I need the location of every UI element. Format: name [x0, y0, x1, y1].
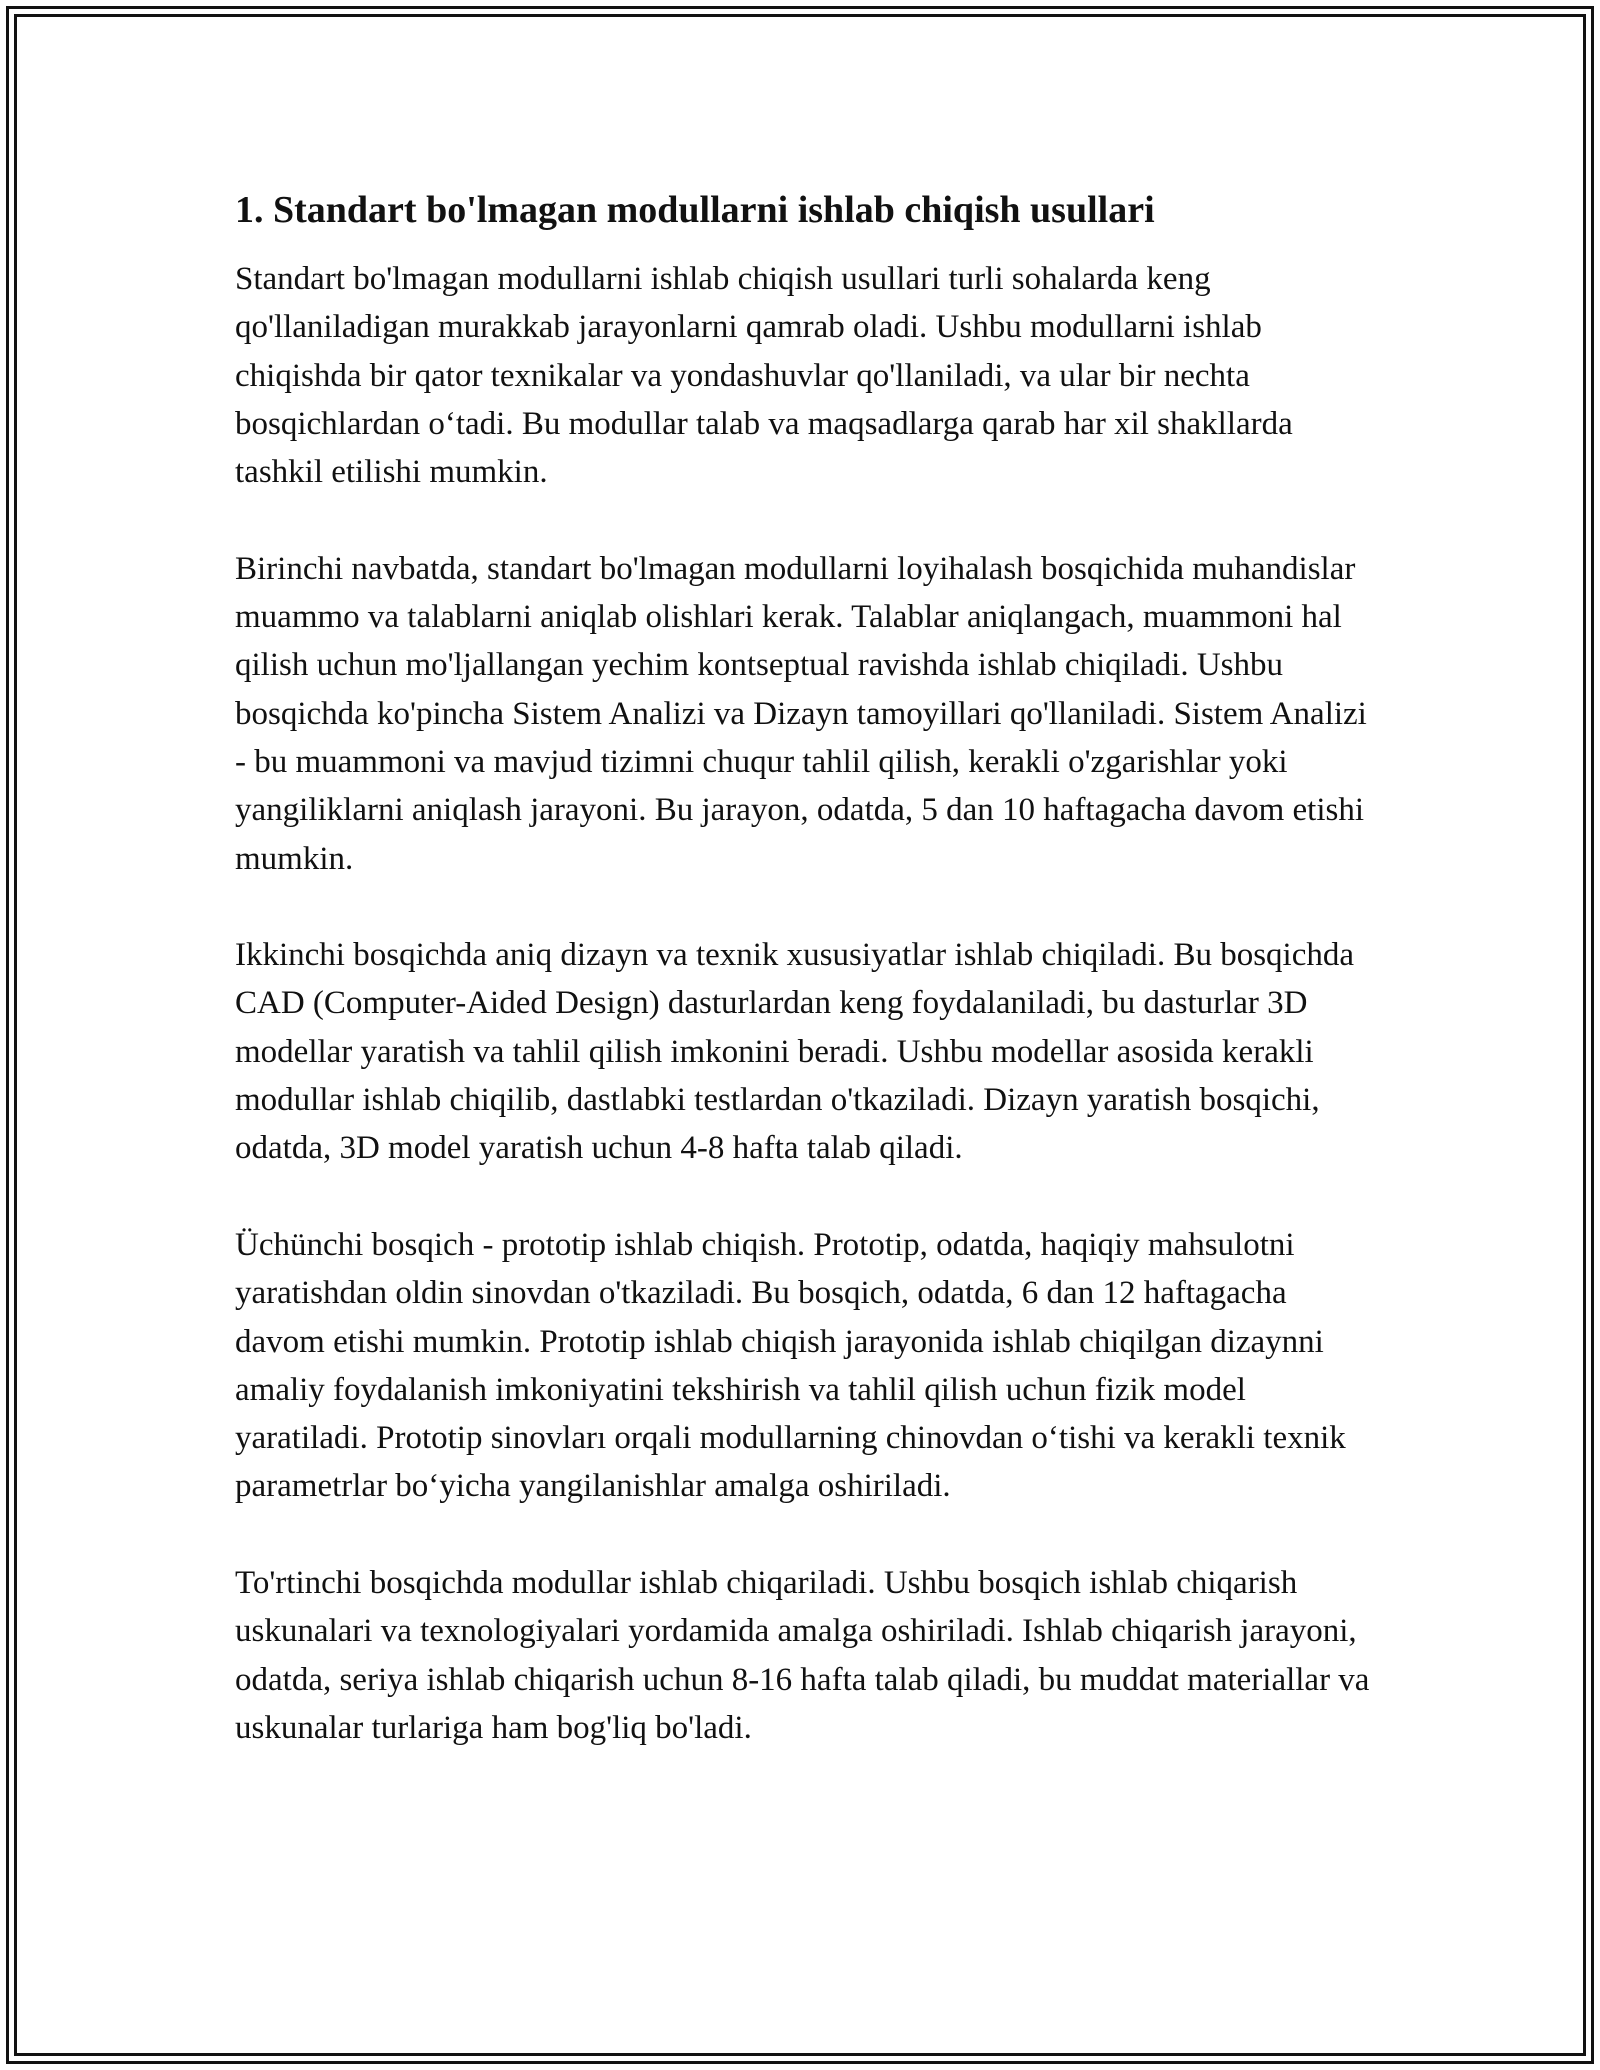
paragraph-stage-2: Ikkinchi bosqichda aniq dizayn va texnik xususiyatlar ishlab chiqiladi. Bu bosqichda CAD (Computer-Aided Design) dasturlardan keng foydalaniladi, bu dasturlar 3D modellar yaratish va tahlil qilish imkonini beradi. Ushbu modellar asosida kerakli modullar ishlab chiqilib, dastlabki testlardan o'tkaziladi. Dizayn yaratish bosqichi, odatda, 3D model yaratish uchun 4-8 hafta talab qiladi. — [235, 937, 1355, 1167]
paragraph-stage-3: Üchünchi bosqich - prototip ishlab chiqish. Prototip, odatda, haqiqiy mahsulotni yaratishdan oldin sinovdan o'tkaziladi. Bu bosqich, odatda, 6 dan 12 haftagacha davom etishi mumkin. Prototip ishlab chiqish jarayonida ishlab chiqilgan dizaynni amaliy foydalanish imkoniyatini tekshirish va tahlil qilish uchun fizik model yaratiladi. Prototip sinovları orqali modullarning chinovdan o‘tishi va kerakli texnik parametrlar bo‘yicha yangilanishlar amalga oshiriladi. — [235, 1226, 1346, 1505]
paragraph-stage-1: Birinchi navbatda, standart bo'lmagan modullarni loyihalash bosqichida muhandislar muammo va talablarni aniqlab olishlari kerak. Talablar aniqlangach, muammoni hal qilish uchun mo'ljallangan yechim kontseptual ravishda ishlab chiqiladi. Ushbu bosqichda ko'pincha Sistem Analizi va Dizayn tamoyillari qo'llaniladi. Sistem Analizi - bu muammoni va mavjud tizimni chuqur tahlil qilish, kerakli o'zgarishlar yoki yangiliklarni aniqlash jarayoni. Bu jarayon, odatda, 5 dan 10 haftagacha davom etishi mumkin. — [235, 550, 1367, 877]
paragraph-stage-4: To'rtinchi bosqichda modullar ishlab chiqariladi. Ushbu bosqich ishlab chiqarish uskunalari va texnologiyalari yordamida amalga oshiriladi. Ishlab chiqarish jarayoni, odatda, seriya ishlab chiqarish uchun 8-16 hafta talab qiladi, bu muddat materiallar va uskunalar turlariga ham bog'liq bo'ladi. — [235, 1565, 1370, 1746]
document-body — [235, 185, 1375, 1801]
section-heading: 1. Standart bo'lmagan modullarni ishlab chiqish usullari — [235, 189, 1155, 231]
paragraph-intro: Standart bo'lmagan modullarni ishlab chiqish usullari turli sohalarda keng qo'llaniladigan murakkab jarayonlarni qamrab oladi. Ushbu modullarni ishlab chiqishda bir qator texnikalar va yondashuvlar qo'llaniladi, va ular bir nechta bosqichlardan o‘tadi. Bu modullar talab va maqsadlarga qarab har xil shakllarda tashkil etilishi mumkin. — [235, 261, 1293, 491]
